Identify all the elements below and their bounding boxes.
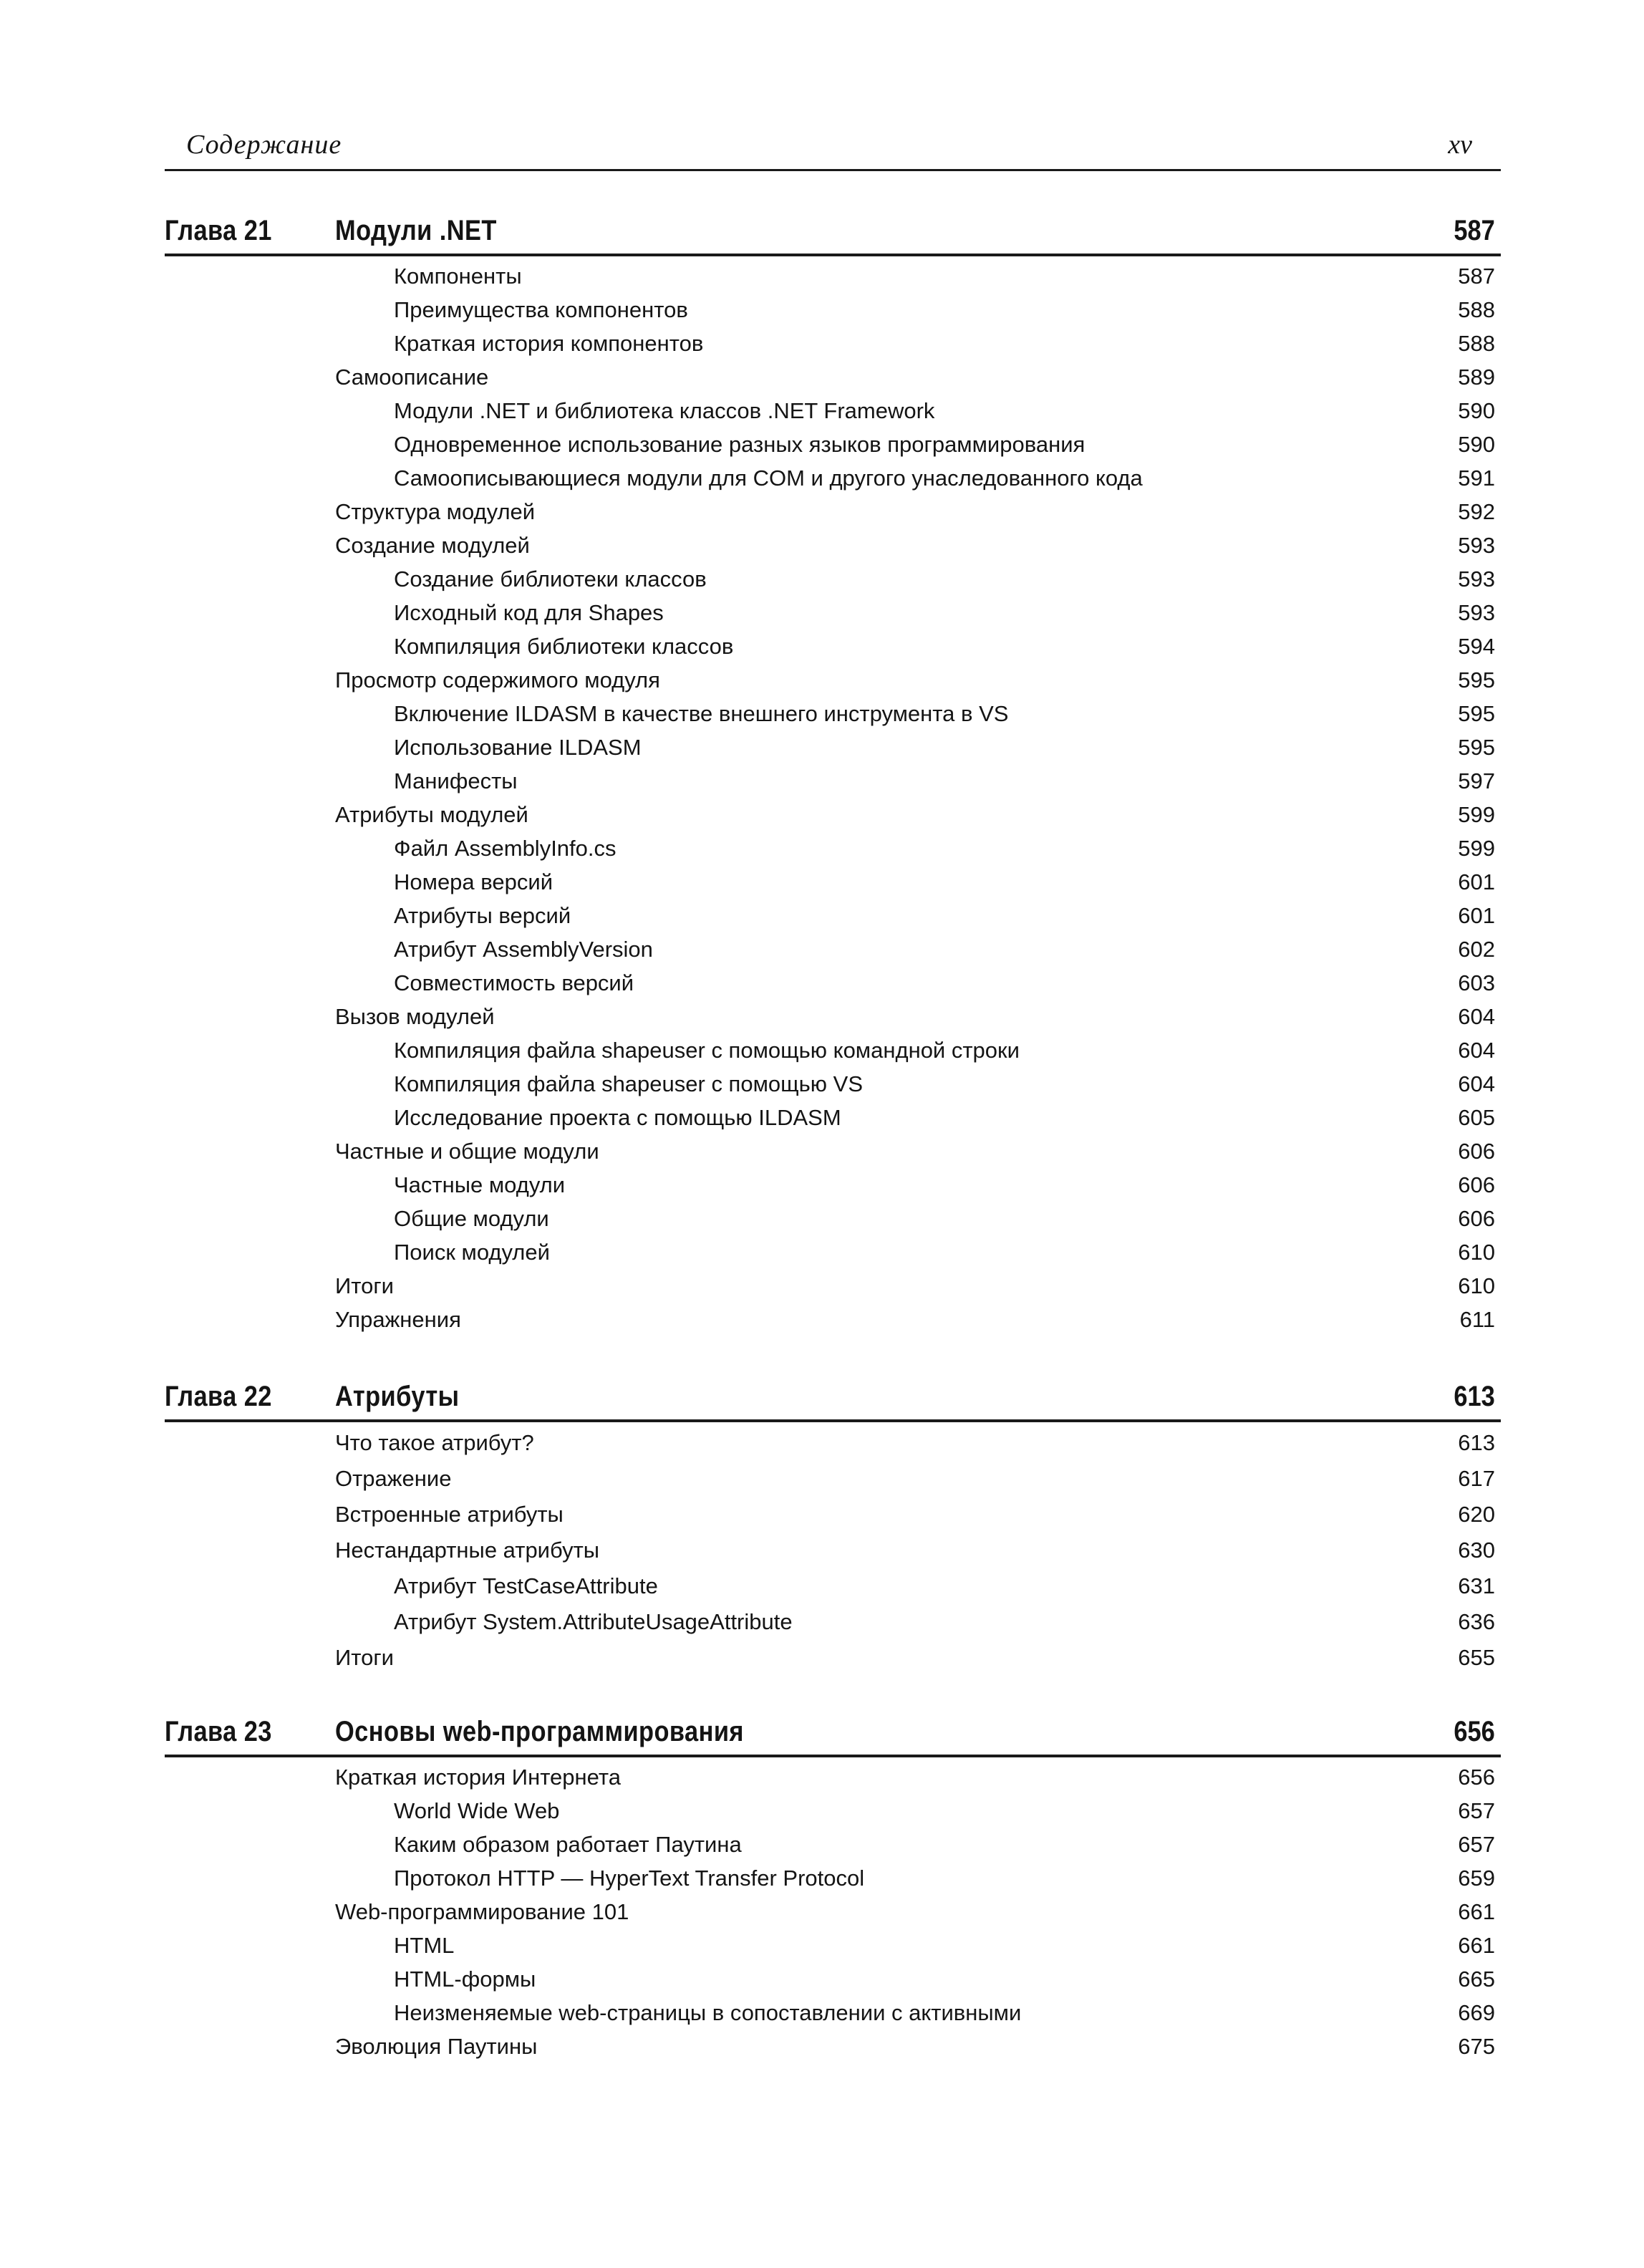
toc-entry-title: Компиляция файла shapeuser с помощью командной строки — [394, 1038, 1020, 1063]
toc-entry-page: 655 — [1458, 1645, 1495, 1670]
toc-entry-title: Атрибут System.AttributeUsageAttribute — [394, 1609, 793, 1634]
toc-entry-title: Манифесты — [394, 768, 518, 793]
toc-entry-page: 602 — [1458, 937, 1495, 962]
toc-entry — [165, 966, 1501, 1000]
toc-entry-title: Отражение — [335, 1466, 452, 1491]
toc-entry-page: 656 — [1458, 1765, 1495, 1790]
toc-entry-page: 599 — [1458, 836, 1495, 861]
toc-entry-title: Неизменяемые web-страницы в сопоставлении с активными — [394, 2000, 1022, 2025]
toc-entry — [165, 1760, 1501, 1794]
toc-entry-title: Компоненты — [394, 264, 522, 289]
toc-entry — [165, 1134, 1501, 1168]
toc-entry-page: 593 — [1458, 533, 1495, 558]
toc-entry — [165, 529, 1501, 562]
toc-entry-list — [165, 1760, 1501, 2063]
toc-entry-page: 595 — [1458, 735, 1495, 760]
toc-entry-page: 661 — [1458, 1933, 1495, 1958]
toc-entry — [165, 1303, 1501, 1336]
toc-entry-title: Краткая история компонентов — [394, 331, 704, 356]
toc-entry — [165, 865, 1501, 899]
toc-entry-page: 606 — [1458, 1172, 1495, 1197]
running-title: Содержание — [186, 130, 342, 160]
toc-entry-title: Встроенные атрибуты — [335, 1502, 564, 1527]
toc-entry-title: Исследование проекта с помощью ILDASM — [394, 1105, 841, 1130]
toc-entry — [165, 1461, 1501, 1497]
toc-entry-list — [165, 259, 1501, 1336]
toc-entry-page: 595 — [1458, 667, 1495, 693]
toc-entry — [165, 1794, 1501, 1828]
toc-entry — [165, 2030, 1501, 2063]
toc-entry — [165, 1497, 1501, 1533]
toc-entry — [165, 1895, 1501, 1929]
toc-entry-page: 630 — [1458, 1538, 1495, 1563]
toc-entry — [165, 932, 1501, 966]
toc-entry-page: 595 — [1458, 701, 1495, 726]
toc-entry — [165, 899, 1501, 932]
toc-entry-page: 587 — [1458, 264, 1495, 289]
toc-entry-page: 657 — [1458, 1798, 1495, 1823]
toc-entry — [165, 293, 1501, 327]
toc-entry-page: 661 — [1458, 1899, 1495, 1924]
running-page-number: xv — [1448, 130, 1472, 160]
toc-entry-title: Протокол HTTP — HyperText Transfer Protocol — [394, 1866, 865, 1891]
toc-entry-title: Web-программирование 101 — [335, 1899, 629, 1924]
toc-entry — [165, 394, 1501, 428]
toc-entry-title: Вызов модулей — [335, 1004, 495, 1029]
toc-entry — [165, 428, 1501, 461]
toc-entry-title: Самоописание — [335, 365, 489, 390]
toc-entry — [165, 1202, 1501, 1235]
chapter-heading — [165, 215, 1501, 256]
toc-entry-page: 617 — [1458, 1466, 1495, 1491]
toc-entry-page: 604 — [1458, 1004, 1495, 1029]
toc-entry-title: Каким образом работает Паутина — [394, 1832, 742, 1857]
toc-entry — [165, 1533, 1501, 1568]
toc-entry-page: 588 — [1458, 331, 1495, 356]
toc-entry-title: Эволюция Паутины — [335, 2034, 538, 2059]
toc-entry-page: 589 — [1458, 365, 1495, 390]
toc-entry — [165, 1235, 1501, 1269]
chapter-23 — [165, 1716, 1501, 2063]
toc-entry — [165, 798, 1501, 831]
toc-entry-list — [165, 1425, 1501, 1676]
chapter-label: Глава 22 — [165, 1381, 272, 1412]
toc-entry — [165, 1828, 1501, 1861]
toc-entry-page: 606 — [1458, 1206, 1495, 1231]
toc-entry — [165, 1000, 1501, 1033]
toc-entry-page: 603 — [1458, 970, 1495, 995]
toc-entry-title: Итоги — [335, 1273, 394, 1298]
toc-entry-title: World Wide Web — [394, 1798, 560, 1823]
toc-entry-page: 631 — [1458, 1573, 1495, 1598]
toc-entry-page: 593 — [1458, 566, 1495, 592]
toc-entry-title: Номера версий — [394, 869, 553, 894]
toc-entry — [165, 1033, 1501, 1067]
toc-entry-title: HTML — [394, 1933, 455, 1958]
toc-entry-page: 606 — [1458, 1139, 1495, 1164]
toc-entry-page: 675 — [1458, 2034, 1495, 2059]
toc-entry — [165, 1101, 1501, 1134]
toc-entry — [165, 831, 1501, 865]
toc-entry — [165, 596, 1501, 629]
toc-entry — [165, 1269, 1501, 1303]
toc-entry-title: Модули .NET и библиотека классов .NET Framework — [394, 398, 935, 423]
toc-entry-page: 613 — [1458, 1430, 1495, 1455]
toc-entry-title: Компиляция библиотеки классов — [394, 634, 734, 659]
toc-entry-page: 590 — [1458, 398, 1495, 423]
chapter-label: Глава 21 — [165, 215, 272, 246]
toc-entry-page: 657 — [1458, 1832, 1495, 1857]
toc-entry — [165, 360, 1501, 394]
toc-entry-title: Преимущества компонентов — [394, 297, 688, 322]
toc-entry-page: 665 — [1458, 1967, 1495, 1992]
toc-entry — [165, 697, 1501, 730]
toc-entry-page: 591 — [1458, 465, 1495, 491]
toc-entry-title: Частные и общие модули — [335, 1139, 599, 1164]
toc-entry-title: Поиск модулей — [394, 1240, 550, 1265]
toc-entry-page: 592 — [1458, 499, 1495, 524]
toc-entry — [165, 1604, 1501, 1640]
toc-entry — [165, 1168, 1501, 1202]
toc-entry-title: Общие модули — [394, 1206, 549, 1231]
toc-entry-title: Атрибуты модулей — [335, 802, 528, 827]
toc-entry-title: Создание модулей — [335, 533, 530, 558]
toc-entry-title: Совместимость версий — [394, 970, 634, 995]
toc-entry — [165, 1425, 1501, 1461]
toc-entry-title: Создание библиотеки классов — [394, 566, 707, 592]
toc-entry — [165, 562, 1501, 596]
toc-entry-title: Исходный код для Shapes — [394, 600, 664, 625]
chapter-page-number: 613 — [1454, 1381, 1495, 1412]
toc-entry-page: 605 — [1458, 1105, 1495, 1130]
toc-entry-title: Атрибут AssemblyVersion — [394, 937, 653, 962]
toc-entry-page: 611 — [1459, 1307, 1495, 1332]
toc-entry-title: Частные модули — [394, 1172, 566, 1197]
toc-entry-title: Одновременное использование разных языков программирования — [394, 432, 1085, 457]
toc-entry-page: 593 — [1458, 600, 1495, 625]
toc-entry — [165, 1067, 1501, 1101]
toc-entry-page: 610 — [1458, 1240, 1495, 1265]
toc-entry-title: Что такое атрибут? — [335, 1430, 534, 1455]
toc-entry-title: Нестандартные атрибуты — [335, 1538, 600, 1563]
toc-entry — [165, 461, 1501, 495]
toc-entry — [165, 495, 1501, 529]
toc-entry — [165, 629, 1501, 663]
chapter-22 — [165, 1381, 1501, 1676]
toc-entry-title: Итоги — [335, 1645, 394, 1670]
toc-entry-title: Краткая история Интернета — [335, 1765, 621, 1790]
chapter-page-number: 656 — [1454, 1716, 1495, 1747]
chapter-title: Атрибуты — [335, 1381, 460, 1412]
toc-entry-page: 599 — [1458, 802, 1495, 827]
toc-entry — [165, 1861, 1501, 1895]
toc-entry — [165, 764, 1501, 798]
toc-entry-page: 588 — [1458, 297, 1495, 322]
chapter-label: Глава 23 — [165, 1716, 272, 1747]
toc-entry-title: Структура модулей — [335, 499, 536, 524]
toc-entry-title: Включение ILDASM в качестве внешнего инструмента в VS — [394, 701, 1009, 726]
toc-entry-title: Компиляция файла shapeuser с помощью VS — [394, 1071, 864, 1096]
toc-entry-page: 594 — [1458, 634, 1495, 659]
toc-entry-page: 610 — [1458, 1273, 1495, 1298]
toc-entry-page: 604 — [1458, 1038, 1495, 1063]
toc-entry-page: 590 — [1458, 432, 1495, 457]
toc-entry-page: 659 — [1458, 1866, 1495, 1891]
toc-entry-page: 620 — [1458, 1502, 1495, 1527]
chapter-page-number: 587 — [1454, 215, 1495, 246]
toc-entry — [165, 259, 1501, 293]
toc-entry-title: Просмотр содержимого модуля — [335, 667, 660, 693]
toc-entry — [165, 663, 1501, 697]
toc-entry-page: 601 — [1458, 869, 1495, 894]
toc-entry-title: Атрибуты версий — [394, 903, 571, 928]
chapter-21 — [165, 215, 1501, 1336]
chapter-title: Основы web-программирования — [335, 1716, 744, 1747]
toc-entry — [165, 1640, 1501, 1676]
toc-entry — [165, 327, 1501, 360]
toc-entry-page: 601 — [1458, 903, 1495, 928]
toc-entry-page: 669 — [1458, 2000, 1495, 2025]
toc-entry-page: 604 — [1458, 1071, 1495, 1096]
toc-entry — [165, 1996, 1501, 2030]
toc-entry-title: Атрибут TestCaseAttribute — [394, 1573, 658, 1598]
toc-entry — [165, 1962, 1501, 1996]
running-header — [165, 129, 1501, 171]
toc-entry-title: Самоописывающиеся модули для COM и другого унаследованного кода — [394, 465, 1143, 491]
toc-entry-page: 636 — [1458, 1609, 1495, 1634]
toc-entry-page: 597 — [1458, 768, 1495, 793]
toc-entry-title: Упражнения — [335, 1307, 461, 1332]
chapter-heading — [165, 1716, 1501, 1757]
toc-entry — [165, 1568, 1501, 1604]
toc-entry-title: Файл AssemblyInfo.cs — [394, 836, 616, 861]
toc-entry-title: Использование ILDASM — [394, 735, 642, 760]
toc-entry — [165, 1929, 1501, 1962]
chapter-heading — [165, 1381, 1501, 1422]
toc-entry-title: HTML-формы — [394, 1967, 536, 1992]
chapter-title: Модули .NET — [335, 215, 497, 246]
toc-entry — [165, 730, 1501, 764]
